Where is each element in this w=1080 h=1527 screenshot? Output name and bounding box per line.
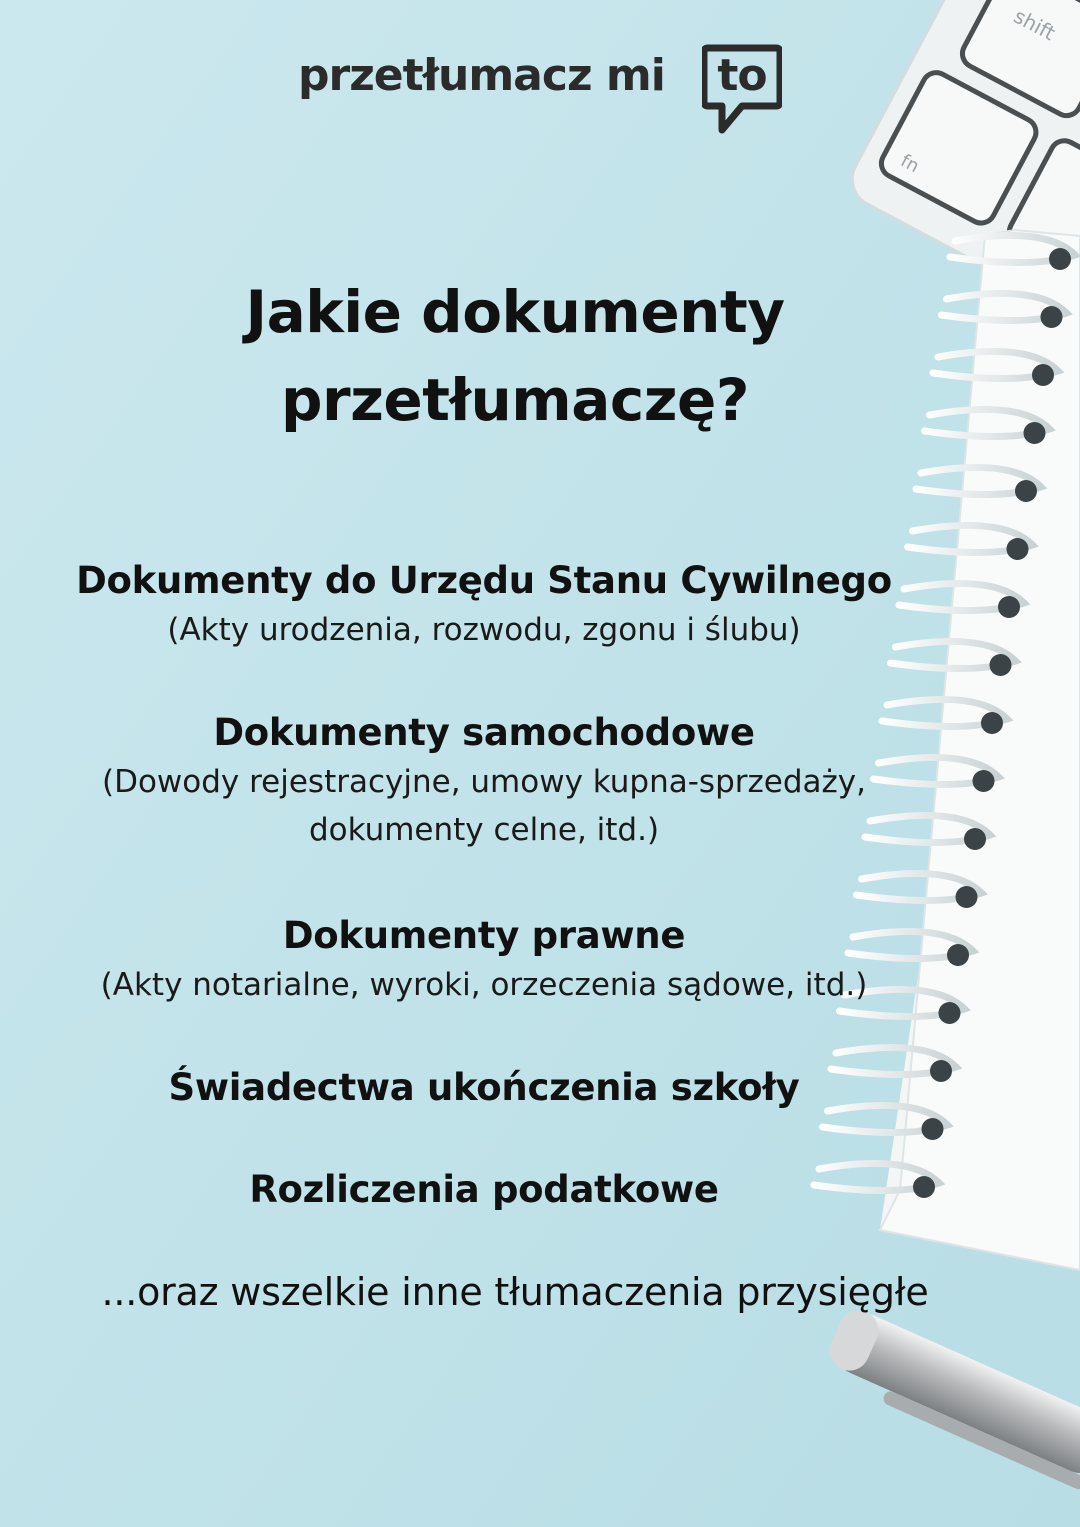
- section-title: Dokumenty samochodowe: [213, 711, 755, 754]
- section-description-2: dokumenty celne, itd.): [308, 812, 660, 848]
- page-title: [0, 268, 1030, 444]
- section-tax-returns: [0, 1165, 968, 1215]
- spiral-hole: [973, 770, 995, 792]
- spiral-hole: [1032, 364, 1054, 386]
- spiral-hole: [1015, 480, 1037, 502]
- section-legal-documents: [0, 911, 968, 1009]
- section-description: (Akty notarialne, wyroki, orzeczenia sądowe, itd.): [100, 967, 868, 1003]
- brand-name: przetłumacz mi: [298, 50, 665, 101]
- section-civil-registry: [0, 556, 968, 654]
- spiral-hole: [998, 596, 1020, 618]
- brand-logo: [298, 44, 788, 136]
- section-title: Dokumenty do Urzędu Stanu Cywilnego: [76, 559, 892, 602]
- spiral-hole: [956, 886, 978, 908]
- spiral-hole: [1041, 306, 1063, 328]
- page-title-line-2: przetłumaczę?: [281, 366, 749, 434]
- page-title-line-1: Jakie dokumenty: [245, 278, 785, 346]
- spiral-hole: [1007, 538, 1029, 560]
- section-title: Rozliczenia podatkowe: [249, 1168, 719, 1211]
- svg-text:fn: fn: [897, 150, 923, 178]
- svg-text:shift: shift: [1009, 3, 1060, 46]
- spiral-hole: [981, 712, 1003, 734]
- section-vehicle-documents: [0, 708, 968, 854]
- footer-note: ...oraz wszelkie inne tłumaczenia przysięgłe: [101, 1270, 929, 1314]
- section-title: Świadectwa ukończenia szkoły: [168, 1066, 800, 1109]
- brand-bubble-text: to: [717, 50, 767, 101]
- section-description: (Akty urodzenia, rozwodu, zgonu i ślubu): [167, 612, 801, 648]
- spiral-hole: [922, 1118, 944, 1140]
- section-title: Dokumenty prawne: [282, 914, 686, 957]
- section-school-certificates: [0, 1063, 968, 1113]
- section-description: (Dowody rejestracyjne, umowy kupna-sprzedaży,: [101, 764, 866, 800]
- spiral-hole: [1049, 248, 1071, 270]
- spiral-hole: [990, 654, 1012, 676]
